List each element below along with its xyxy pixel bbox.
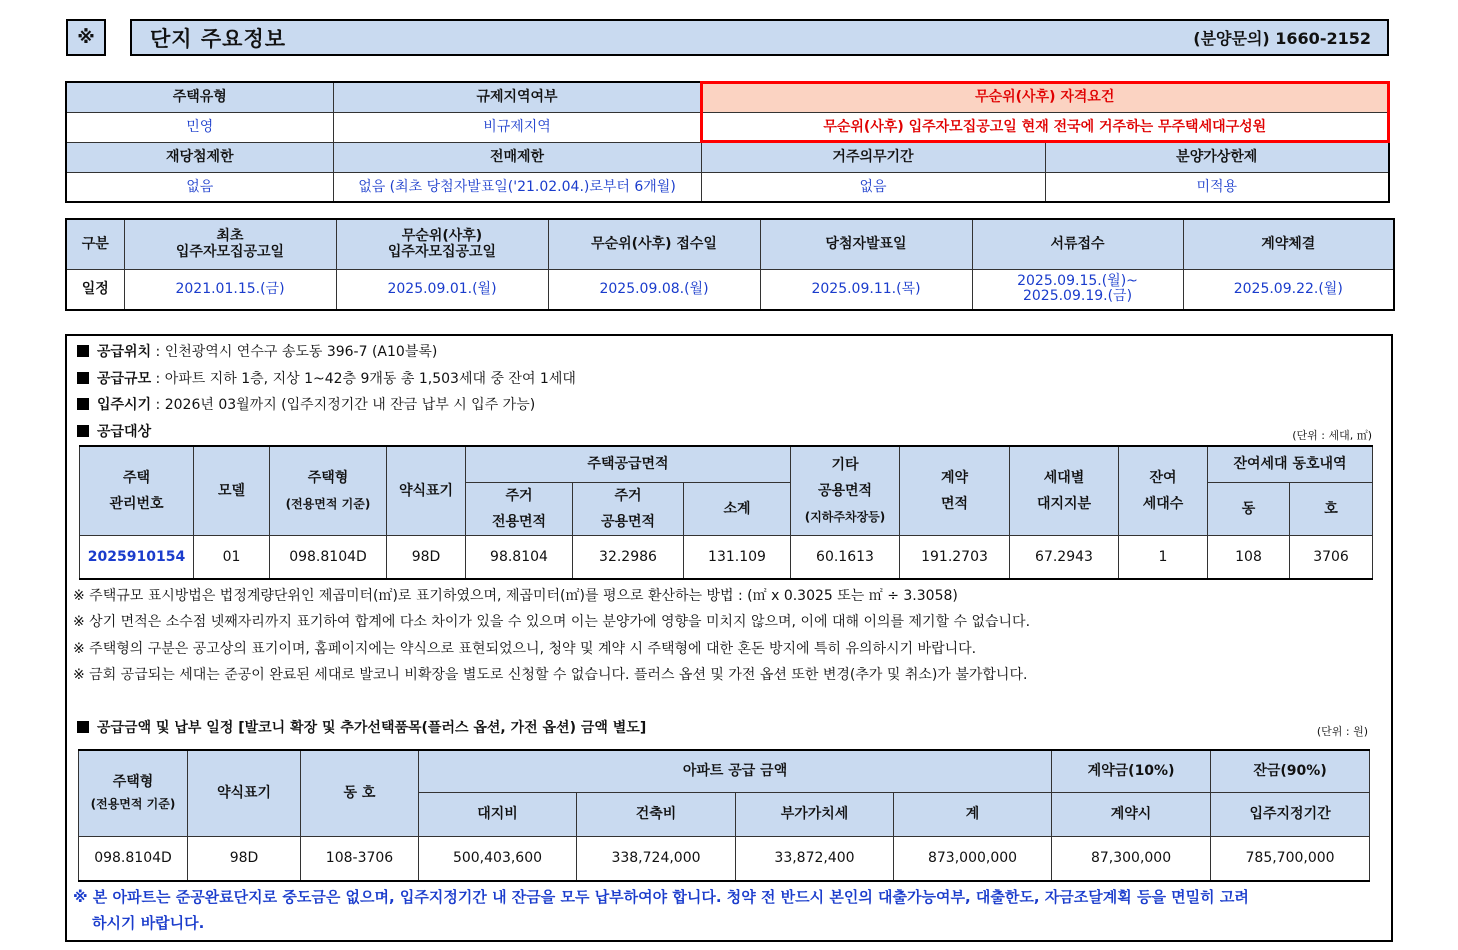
cell-common-area: 32.2986 bbox=[573, 535, 684, 579]
price-unit-note: (단위 : 원) bbox=[1316, 725, 1368, 738]
header-housing-type: 주택유형 bbox=[66, 82, 333, 112]
price-header-deposit: 계약금(10%) bbox=[1052, 750, 1211, 792]
cell-subtotal: 131.109 bbox=[684, 535, 791, 579]
cell-management-number: 2025910154 bbox=[80, 535, 194, 579]
header-supply-area-group: 주택공급면적 bbox=[466, 446, 791, 482]
page-header bbox=[130, 19, 1389, 56]
sales-contact: (분양문의) 1660-2152 bbox=[1193, 29, 1371, 48]
value-rewin-restriction: 없음 bbox=[66, 172, 333, 202]
note-area-unit: ※ 주택규모 표시방법은 법정계량단위인 제곱미터(㎡)로 표기하였으며, 제곱미터(㎡)를 평으로 환산하는 방법 : (㎡ x 0.3025 또는 ㎡ ÷ 3.3058) bbox=[73, 588, 958, 604]
price-header-housing-type: 주택형 (전용면적 기준) bbox=[79, 750, 188, 836]
header-subtotal: 소계 bbox=[684, 482, 791, 535]
price-cell-land: 500,403,600 bbox=[419, 836, 577, 881]
header-ho: 호 bbox=[1290, 482, 1373, 535]
cell-contract-area: 191.2703 bbox=[900, 535, 1010, 579]
price-table bbox=[78, 749, 1370, 882]
price-section-title: 공급금액 및 납부 일정 [발코니 확장 및 추가선택품목(플러스 옵션, 가전 옵션) 금액 별도] bbox=[77, 719, 646, 737]
price-header-deposit-timing: 계약시 bbox=[1052, 792, 1211, 836]
note-balcony-option: ※ 금회 공급되는 세대는 준공이 완료된 세대로 발코니 비확장을 별도로 신청할 수 없습니다. 플러스 옵션 및 가전 옵션 또한 변경(추가 및 취소)가 불가합니다. bbox=[73, 667, 1028, 683]
value-regulated-area: 비규제지역 bbox=[333, 112, 701, 142]
header-resale-restriction: 전매제한 bbox=[333, 142, 701, 172]
note-area-rounding: ※ 상기 면적은 소수점 넷째자리까지 표기하여 합계에 다소 차이가 있을 수 있으며 이는 분양가에 영향을 미치지 않으며, 이에 대해 이의를 제기할 수 없습니다. bbox=[73, 614, 1031, 630]
header-housing-type-exclusive: 주택형 (전용면적 기준) bbox=[270, 446, 387, 535]
header-management-number: 주택 관리번호 bbox=[80, 446, 194, 535]
cell-land-share: 67.2943 bbox=[1010, 535, 1119, 579]
schedule-header-application-date: 무순위(사후) 접수일 bbox=[548, 219, 760, 269]
price-header-total: 계 bbox=[894, 792, 1052, 836]
schedule-header-winner-date: 당첨자발표일 bbox=[760, 219, 972, 269]
cell-abbreviation: 98D bbox=[387, 535, 466, 579]
supply-target: 공급대상 bbox=[77, 423, 151, 441]
cell-other-common-area: 60.1613 bbox=[791, 535, 900, 579]
price-header-vat: 부가가치세 bbox=[736, 792, 894, 836]
schedule-header-initial-notice: 최초 입주자모집공고일 bbox=[124, 219, 336, 269]
bullet-square-icon bbox=[77, 398, 89, 410]
supply-unit-note: (단위 : 세대, ㎡) bbox=[1292, 429, 1372, 442]
table-row bbox=[80, 535, 1373, 579]
value-housing-type: 민영 bbox=[66, 112, 333, 142]
price-cell-unit: 108-3706 bbox=[301, 836, 419, 881]
note-type-notation: ※ 주택형의 구분은 공고상의 표기이며, 홈페이지에는 약식으로 표현되었으니, 청약 및 계약 시 주택형에 대한 혼돈 방지에 특히 유의하시기 바랍니다. bbox=[73, 641, 977, 657]
cell-remaining-units: 1 bbox=[1119, 535, 1208, 579]
price-cell-abbreviation: 98D bbox=[188, 836, 301, 881]
schedule-value-initial-notice: 2021.01.15.(금) bbox=[124, 269, 336, 310]
final-notice-line-2: 하시기 바랍니다. bbox=[92, 914, 205, 932]
schedule-value-contract: 2025.09.22.(월) bbox=[1183, 269, 1394, 310]
bullet-square-icon bbox=[77, 345, 89, 357]
schedule-value-winner-date: 2025.09.11.(목) bbox=[760, 269, 972, 310]
header-regulated-area: 규제지역여부 bbox=[333, 82, 701, 112]
schedule-label-row: 일정 bbox=[66, 269, 124, 310]
table-row bbox=[79, 836, 1370, 881]
header-price-cap: 분양가상한제 bbox=[1045, 142, 1389, 172]
schedule-value-application-date: 2025.09.08.(월) bbox=[548, 269, 760, 310]
schedule-header-reissue-notice: 무순위(사후) 입주자모집공고일 bbox=[336, 219, 548, 269]
header-other-common-area: 기타 공용면적 (지하주차장등) bbox=[791, 446, 900, 535]
price-cell-balance: 785,700,000 bbox=[1211, 836, 1370, 881]
price-header-apartment-group: 아파트 공급 금액 bbox=[419, 750, 1052, 792]
value-resale-restriction: 없음 (최초 당첨자발표일('21.02.04.)로부터 6개월) bbox=[333, 172, 701, 202]
header-exclusive-area: 주거 전용면적 bbox=[466, 482, 573, 535]
price-header-building: 건축비 bbox=[577, 792, 736, 836]
value-eligibility: 무순위(사후) 입주자모집공고일 현재 전국에 거주하는 무주택세대구성원 bbox=[701, 112, 1389, 142]
header-remaining-units: 잔여 세대수 bbox=[1119, 446, 1208, 535]
schedule-value-document-submission: 2025.09.15.(월)~ 2025.09.19.(금) bbox=[972, 269, 1183, 310]
header-model: 모델 bbox=[194, 446, 270, 535]
price-cell-building: 338,724,000 bbox=[577, 836, 736, 881]
move-in-period: 입주시기 : 2026년 03월까지 (입주지정기간 내 잔금 납부 시 입주 가능) bbox=[77, 396, 535, 414]
price-header-abbreviation: 약식표기 bbox=[188, 750, 301, 836]
price-cell-deposit: 87,300,000 bbox=[1052, 836, 1211, 881]
header-dong: 동 bbox=[1208, 482, 1290, 535]
header-rewin-restriction: 재당첨제한 bbox=[66, 142, 333, 172]
header-residence-obligation: 거주의무기간 bbox=[701, 142, 1045, 172]
complex-info-table bbox=[65, 81, 1390, 203]
header-contract-area: 계약 면적 bbox=[900, 446, 1010, 535]
header-eligibility: 무순위(사후) 자격요건 bbox=[701, 82, 1389, 112]
schedule-header-document-submission: 서류접수 bbox=[972, 219, 1183, 269]
supply-location: 공급위치 : 인천광역시 연수구 송도동 396-7 (A10블록) bbox=[77, 343, 437, 361]
header-land-share: 세대별 대지지분 bbox=[1010, 446, 1119, 535]
value-price-cap: 미적용 bbox=[1045, 172, 1389, 202]
cell-dong: 108 bbox=[1208, 535, 1290, 579]
schedule-value-reissue-notice: 2025.09.01.(월) bbox=[336, 269, 548, 310]
bullet-square-icon bbox=[77, 372, 89, 384]
price-cell-vat: 33,872,400 bbox=[736, 836, 894, 881]
final-notice-line-1: ※ 본 아파트는 준공완료단지로 중도금은 없으며, 입주지정기간 내 잔금을 모두 납부하여야 합니다. 청약 전 반드시 본인의 대출가능여부, 대출한도, 자금조달계획 등을 면밀히 고려 bbox=[73, 888, 1249, 906]
bullet-square-icon bbox=[77, 425, 89, 437]
price-cell-total: 873,000,000 bbox=[894, 836, 1052, 881]
supply-scale: 공급규모 : 아파트 지하 1층, 지상 1~42층 9개동 총 1,503세대 중 잔여 1세대 bbox=[77, 370, 576, 388]
final-notice bbox=[73, 884, 1373, 936]
price-cell-housing-type: 098.8104D bbox=[79, 836, 188, 881]
header-abbreviation: 약식표기 bbox=[387, 446, 466, 535]
cell-ho: 3706 bbox=[1290, 535, 1373, 579]
price-header-balance: 잔금(90%) bbox=[1211, 750, 1370, 792]
value-residence-obligation: 없음 bbox=[701, 172, 1045, 202]
page-title: 단지 주요정보 bbox=[150, 26, 287, 51]
price-header-land: 대지비 bbox=[419, 792, 577, 836]
schedule-label-header: 구분 bbox=[66, 219, 124, 269]
supply-target-table bbox=[79, 445, 1373, 580]
price-header-unit: 동 호 bbox=[301, 750, 419, 836]
cell-model: 01 bbox=[194, 535, 270, 579]
schedule-table bbox=[65, 218, 1395, 311]
reference-mark: ※ bbox=[66, 19, 106, 56]
header-unit-detail-group: 잔여세대 동호내역 bbox=[1208, 446, 1373, 482]
schedule-header-contract: 계약체결 bbox=[1183, 219, 1394, 269]
price-header-balance-timing: 입주지정기간 bbox=[1211, 792, 1370, 836]
header-common-area: 주거 공용면적 bbox=[573, 482, 684, 535]
bullet-square-icon bbox=[77, 721, 89, 733]
cell-exclusive-area: 98.8104 bbox=[466, 535, 573, 579]
cell-housing-type: 098.8104D bbox=[270, 535, 387, 579]
